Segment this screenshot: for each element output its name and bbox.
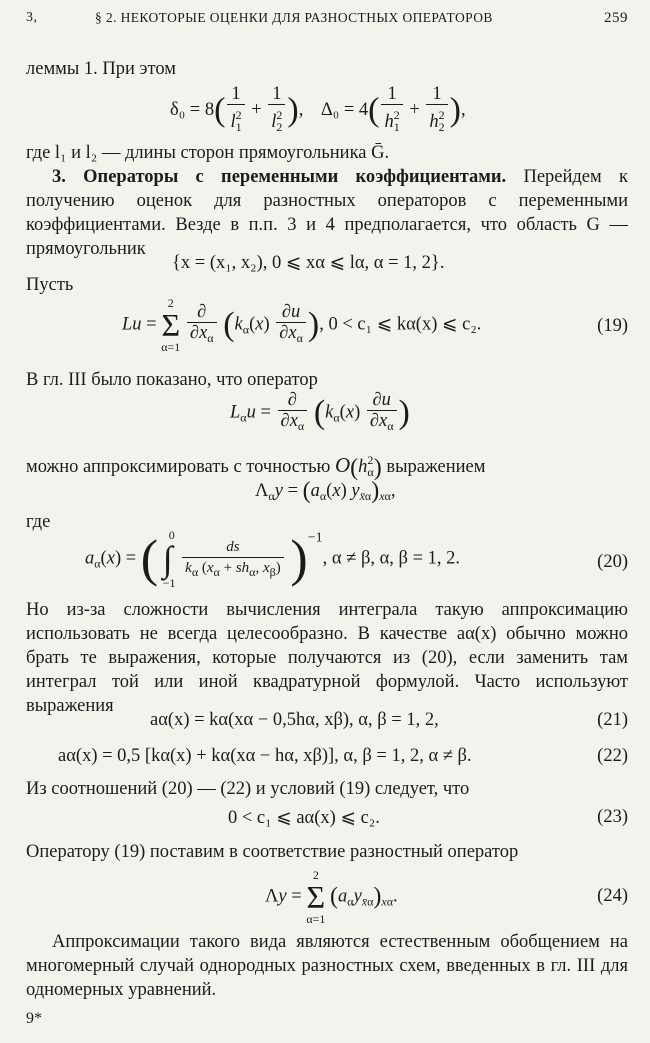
chapter3-line: В гл. III было показано, что оператор — [26, 370, 318, 390]
equation-22-number: (22) — [597, 746, 628, 766]
equation-23-number: (23) — [597, 807, 628, 827]
equation-domain: {x = (x₁, x₂), 0 ⩽ xα ⩽ lα, α = 1, 2}. — [172, 253, 445, 273]
equation-21-number: (21) — [597, 710, 628, 730]
equation-20-number: (20) — [597, 552, 628, 572]
signature-mark: 9* — [26, 1010, 42, 1027]
approx-text-end: выражением — [381, 457, 486, 477]
equation-20: $a_\alpha(x)$ = ( 0 ∫ −1 $\frac{ds}{k_\alpha (x_\alpha + sh_\alpha, x_\beta)}$ )$^{-1}$, α ≠ β, α, β = 1, 2. — [85, 528, 461, 590]
equation-deltas: δ₀ = 8( $\frac{1}{l^2_1}$ + $\frac{1}{l^2_2}$ ), Δ₀ = 4( $\frac{1}{h^2_1}$ + $\frac{1}{h^2_2}$ ), — [170, 84, 466, 134]
equation-23: 0 < c₁ ⩽ aα(x) ⩽ c₂. — [228, 808, 380, 828]
equation-24-number: (24) — [597, 886, 628, 906]
equation-19-number: (19) — [597, 316, 628, 336]
eq20-condition: , α ≠ β, α, β = 1, 2. — [322, 548, 461, 569]
equation-19: Lu = 2 Σ α=1 $\frac{\partial}{\partial x_\alpha}$ ($k_\alpha(x)$ $\frac{\partial u}{\partial x_\alpha}$ ), 0 < c₁ ⩽ kα(x) ⩽ c₂. — [122, 296, 482, 354]
delta-left: δ₀ = 8 — [170, 99, 215, 120]
equation-21: aα(x) = kα(xα − 0,5hα, xβ), α, β = 1, 2, — [150, 710, 439, 730]
equation-lambda-alpha: $\Lambda_\alpha y = (a_\alpha(x)$ $y_{x̄\alpha})_{x\alpha}$, — [255, 478, 396, 504]
page-number: 259 — [604, 10, 628, 26]
equation-22: aα(x) = 0,5 [kα(x) + kα(xα − hα, xβ)], α, β = 1, 2, α ≠ β. — [58, 746, 472, 766]
lengths-line: где l₁ и l₂ — длины сторон прямоугольника Ḡ. — [26, 143, 390, 163]
approx-line: можно аппроксимировать с точностью $O(h^2_\alpha)$ выражением — [26, 453, 486, 481]
final-paragraph: Аппроксимации такого вида являются естественным обобщением на многомерный случай однородных разностных схем, введенных в гл. III для одномерных уравнений. — [26, 932, 628, 1000]
running-head: § 2. НЕКОТОРЫЕ ОЦЕНКИ ДЛЯ РАЗНОСТНЫХ ОПЕРАТОРОВ — [95, 10, 493, 25]
from-line: Из соотношений (20) — (22) и условий (19) следует, что — [26, 779, 470, 799]
equation-l-alpha: $L_\alpha u$ = $\frac{\partial}{\partial x_\alpha}$ ($k_\alpha(x)$ $\frac{\partial u}{\partial x_\alpha}$ ) — [230, 390, 410, 433]
but-paragraph: Но из-за сложности вычисления интеграла такую аппроксимацию использовать не всегда целесообразно. В качестве aα(x) обычно можно брать те выражения, которые получаются из (20), если заменить там интеграл той или иной квадратурной формулой. Часто используют выражения — [26, 600, 628, 716]
header-left: 3, — [26, 10, 38, 25]
where-line: где — [26, 512, 51, 532]
let-line: Пусть — [26, 275, 74, 295]
intro-line: леммы 1. При этом — [26, 59, 176, 79]
operator-line: Оператору (19) поставим в соответствие разностный оператор — [26, 842, 519, 862]
approx-text: можно аппроксимировать с точностью — [26, 457, 331, 477]
delta-right: Δ₀ = 4 — [320, 99, 369, 120]
section-3-paragraph — [26, 165, 628, 261]
section-3-text: Перейдем к получению оценок для разностных операторов с переменными коэффициентами. Везде в п.п. 3 и 4 предполагается, что область G — прямоугольник — [26, 167, 628, 259]
equation-24: Λy = 2 Σ α=1 $(a_\alpha y_{x̄\alpha})_{x\alpha}$. — [265, 868, 398, 926]
eq19-condition: , 0 < c₁ ⩽ kα(x) ⩽ c₂. — [319, 314, 482, 335]
section-3-heading: 3. Операторы с переменными коэффициентами. — [52, 167, 507, 187]
